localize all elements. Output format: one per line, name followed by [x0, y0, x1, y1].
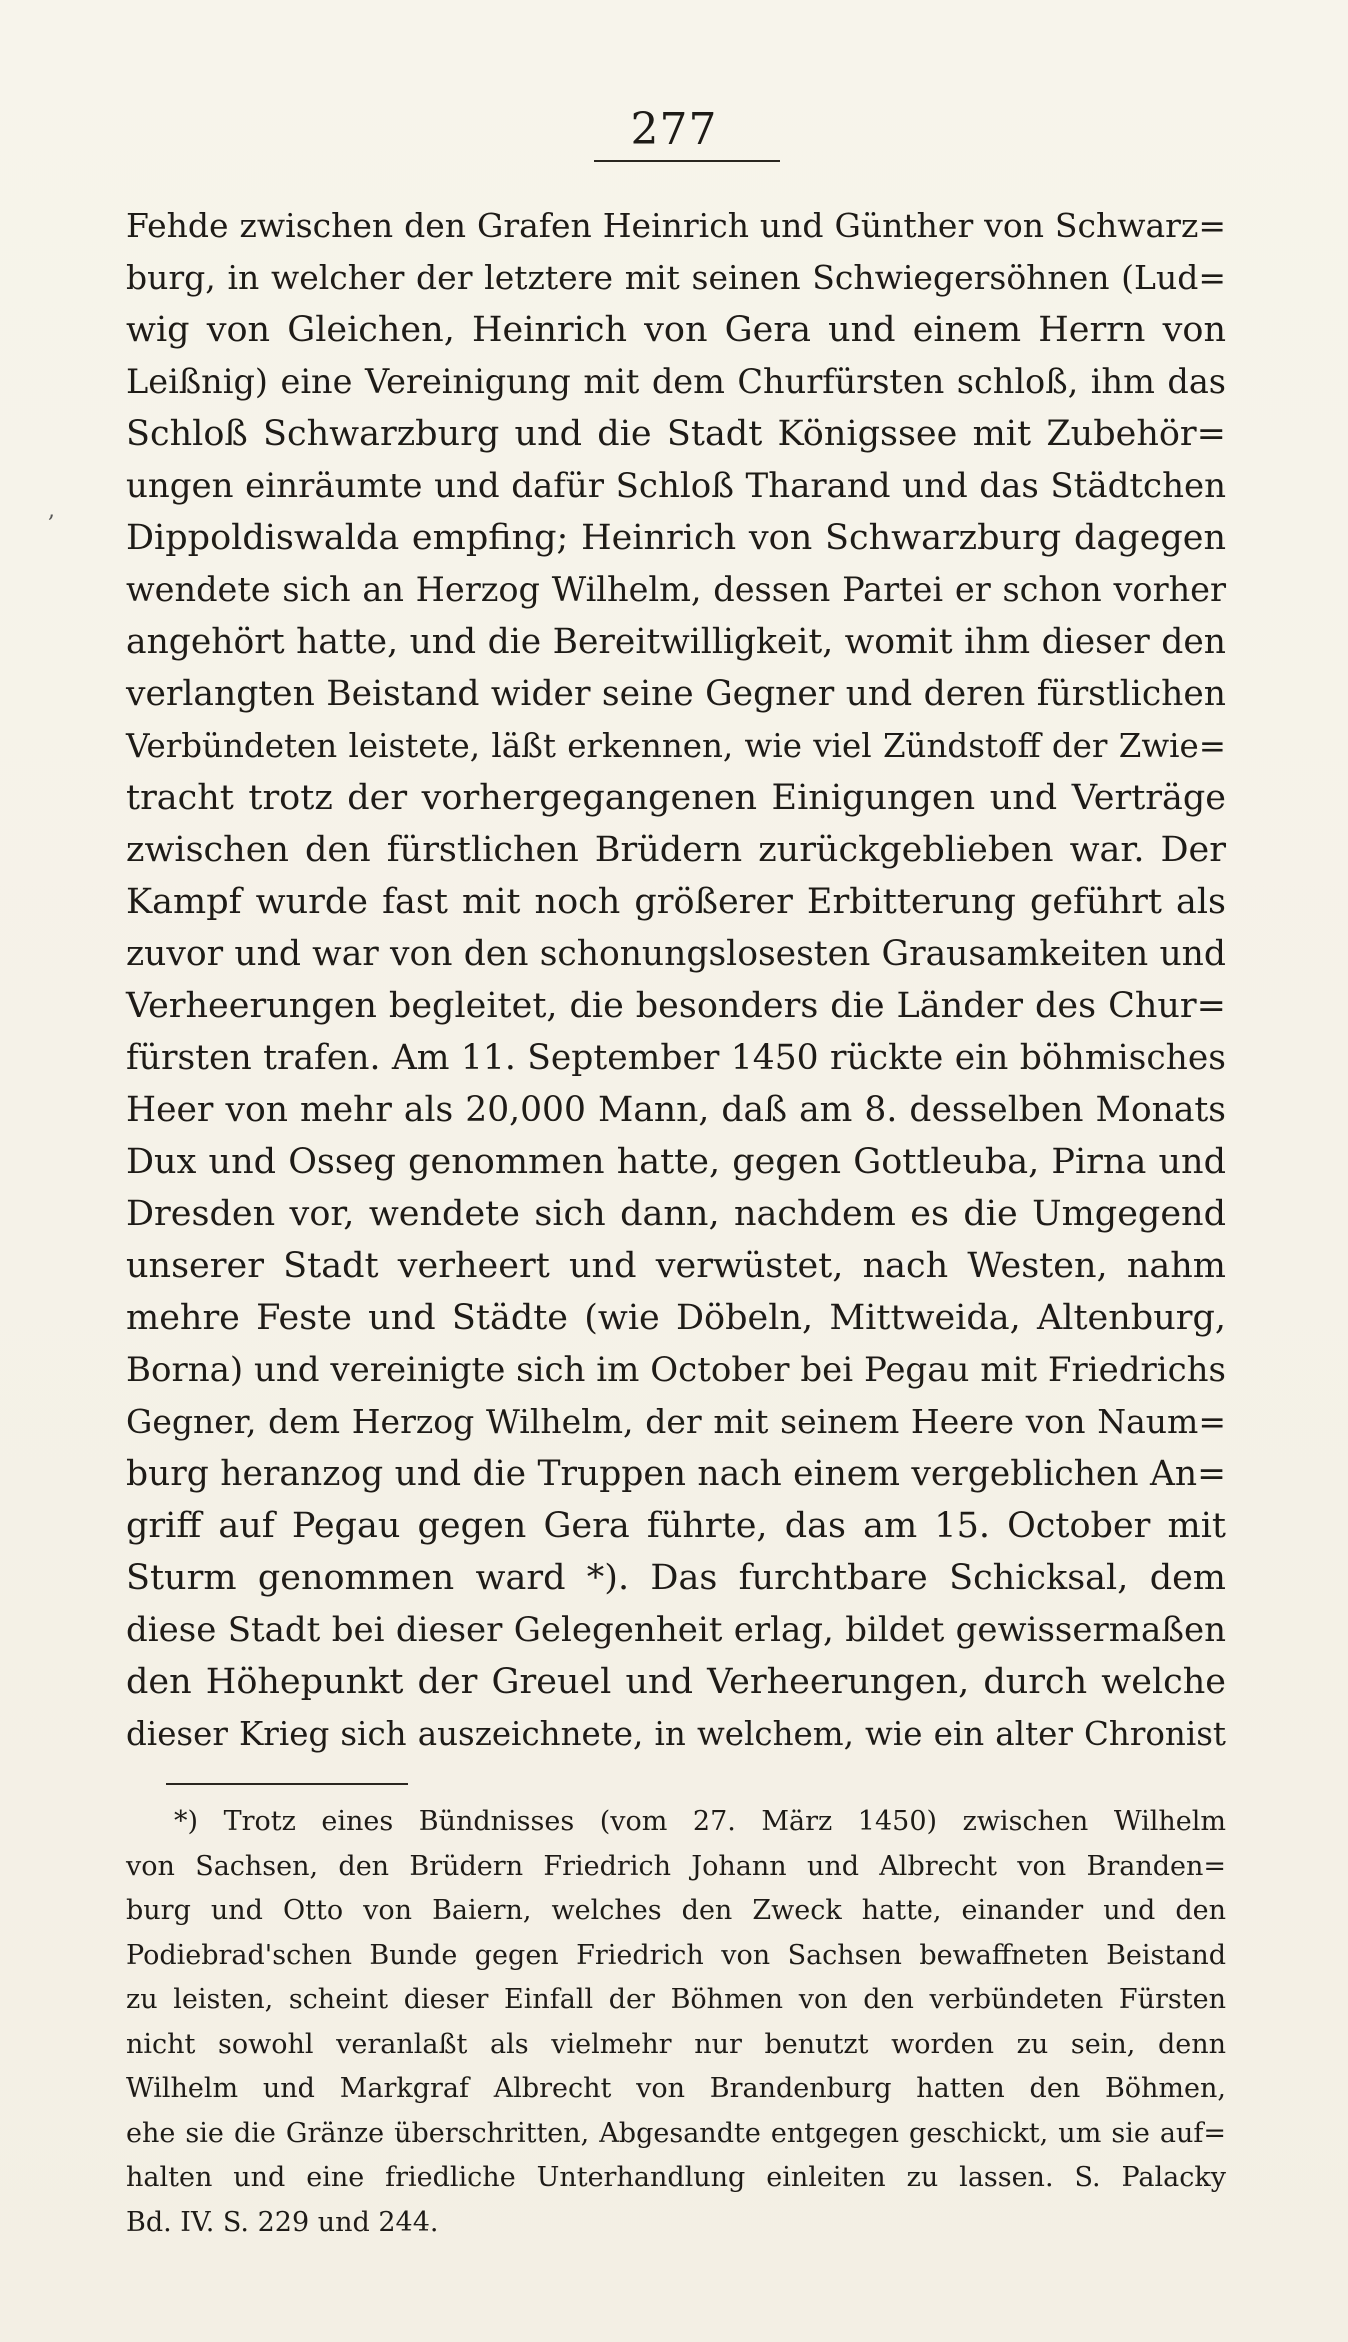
body-line: mehre Feste und Städte (wie Döbeln, Mittweida, Altenburg,	[126, 1298, 1226, 1338]
body-text	[126, 200, 1226, 1760]
body-line: burg heranzog und die Truppen nach einem vergeblichen An=	[126, 1454, 1226, 1494]
body-line: Sturm genommen ward *). Das furchtbare Schicksal, dem	[126, 1558, 1226, 1598]
footnote-line: ehe sie die Gränze überschritten, Abgesandte entgegen geschickt, um sie auf=	[126, 2117, 1226, 2149]
footnote-line: halten und eine friedliche Unterhandlung einleiten zu lassen. S. Palacky	[126, 2162, 1226, 2193]
body-line: burg, in welcher der letztere mit seinen Schwiegersöhnen (Lud=	[126, 258, 1226, 297]
body-line: fürsten trafen. Am 11. September 1450 rückte ein böhmisches	[126, 1038, 1226, 1078]
body-line: Verheerungen begleitet, die besonders die Länder des Chur=	[126, 986, 1226, 1026]
body-line: wendete sich an Herzog Wilhelm, dessen Partei er schon vorher	[126, 570, 1226, 609]
body-line: angehört hatte, und die Bereitwilligkeit, womit ihm dieser den	[126, 622, 1226, 662]
body-line: den Höhepunkt der Greuel und Verheerungen, durch welche	[126, 1662, 1226, 1702]
footnote-line: *) Trotz eines Bündnisses (vom 27. März 1450) zwischen Wilhelm	[174, 1806, 1226, 1837]
footnote-line: Podiebrad'schen Bunde gegen Friedrich von Sachsen bewaffneten Beistand	[126, 1939, 1226, 1971]
body-line: Verbündeten leistete, läßt erkennen, wie viel Zündstoff der Zwie=	[126, 727, 1226, 765]
footnote-line: Wilhelm und Markgraf Albrecht von Brandenburg hatten den Böhmen,	[126, 2073, 1226, 2104]
body-line: Kampf wurde fast mit noch größerer Erbitterung geführt als	[126, 882, 1226, 922]
body-line: Leißnig) eine Vereinigung mit dem Churfürsten schloß, ihm das	[126, 362, 1226, 401]
body-line: Dippoldiswalda empfing; Heinrich von Schwarzburg dagegen	[126, 518, 1226, 558]
body-line: diese Stadt bei dieser Gelegenheit erlag, bildet gewissermaßen	[126, 1610, 1226, 1650]
page-number: 277	[630, 104, 718, 155]
body-line: unserer Stadt verheert und verwüstet, nach Westen, nahm	[126, 1246, 1226, 1286]
footnote-line: burg und Otto von Baiern, welches den Zweck hatte, einander und den	[126, 1895, 1226, 1926]
body-line: Dresden vor, wendete sich dann, nachdem es die Umgegend	[126, 1194, 1226, 1234]
body-line: wig von Gleichen, Heinrich von Gera und einem Herrn von	[126, 310, 1226, 350]
body-line: Schloß Schwarzburg und die Stadt Königssee mit Zubehör=	[126, 414, 1226, 454]
body-line: zwischen den fürstlichen Brüdern zurückgeblieben war. Der	[126, 830, 1226, 870]
footnote-line: von Sachsen, den Brüdern Friedrich Johann und Albrecht von Branden=	[126, 1850, 1226, 1882]
body-line: Fehde zwischen den Grafen Heinrich und Günther von Schwarz=	[126, 206, 1226, 245]
body-line: Gegner, dem Herzog Wilhelm, der mit seinem Heere von Naum=	[126, 1402, 1226, 1441]
body-line: ungen einräumte und dafür Schloß Tharand und das Städtchen	[126, 466, 1226, 506]
body-line: Dux und Osseg genommen hatte, gegen Gottleuba, Pirna und	[126, 1142, 1226, 1182]
footnote-line: zu leisten, scheint dieser Einfall der Böhmen von den verbündeten Fürsten	[126, 1984, 1226, 2015]
footnote	[126, 1800, 1226, 2245]
body-line: Heer von mehr als 20,000 Mann, daß am 8. desselben Monats	[126, 1090, 1226, 1130]
body-line: verlangten Beistand wider seine Gegner und deren fürstlichen	[126, 674, 1226, 714]
footnote-line: Bd. IV. S. 229 und 244.	[126, 2206, 439, 2238]
body-line: tracht trotz der vorhergegangenen Einigungen und Verträge	[126, 778, 1226, 818]
footnote-line: nicht sowohl veranlaßt als vielmehr nur benutzt worden zu sein, denn	[126, 2028, 1226, 2060]
body-line: griff auf Pegau gegen Gera führte, das am 15. October mit	[126, 1506, 1226, 1546]
body-line: dieser Krieg sich auszeichnete, in welchem, wie ein alter Chronist	[126, 1715, 1226, 1753]
body-line: Borna) und vereinigte sich im October bei Pegau mit Friedrichs	[126, 1350, 1226, 1390]
page-number-rule	[594, 160, 780, 162]
body-line: zuvor und war von den schonungslosesten Grausamkeiten und	[126, 934, 1226, 974]
margin-mark: ,	[48, 498, 55, 523]
footnote-rule	[166, 1783, 408, 1785]
